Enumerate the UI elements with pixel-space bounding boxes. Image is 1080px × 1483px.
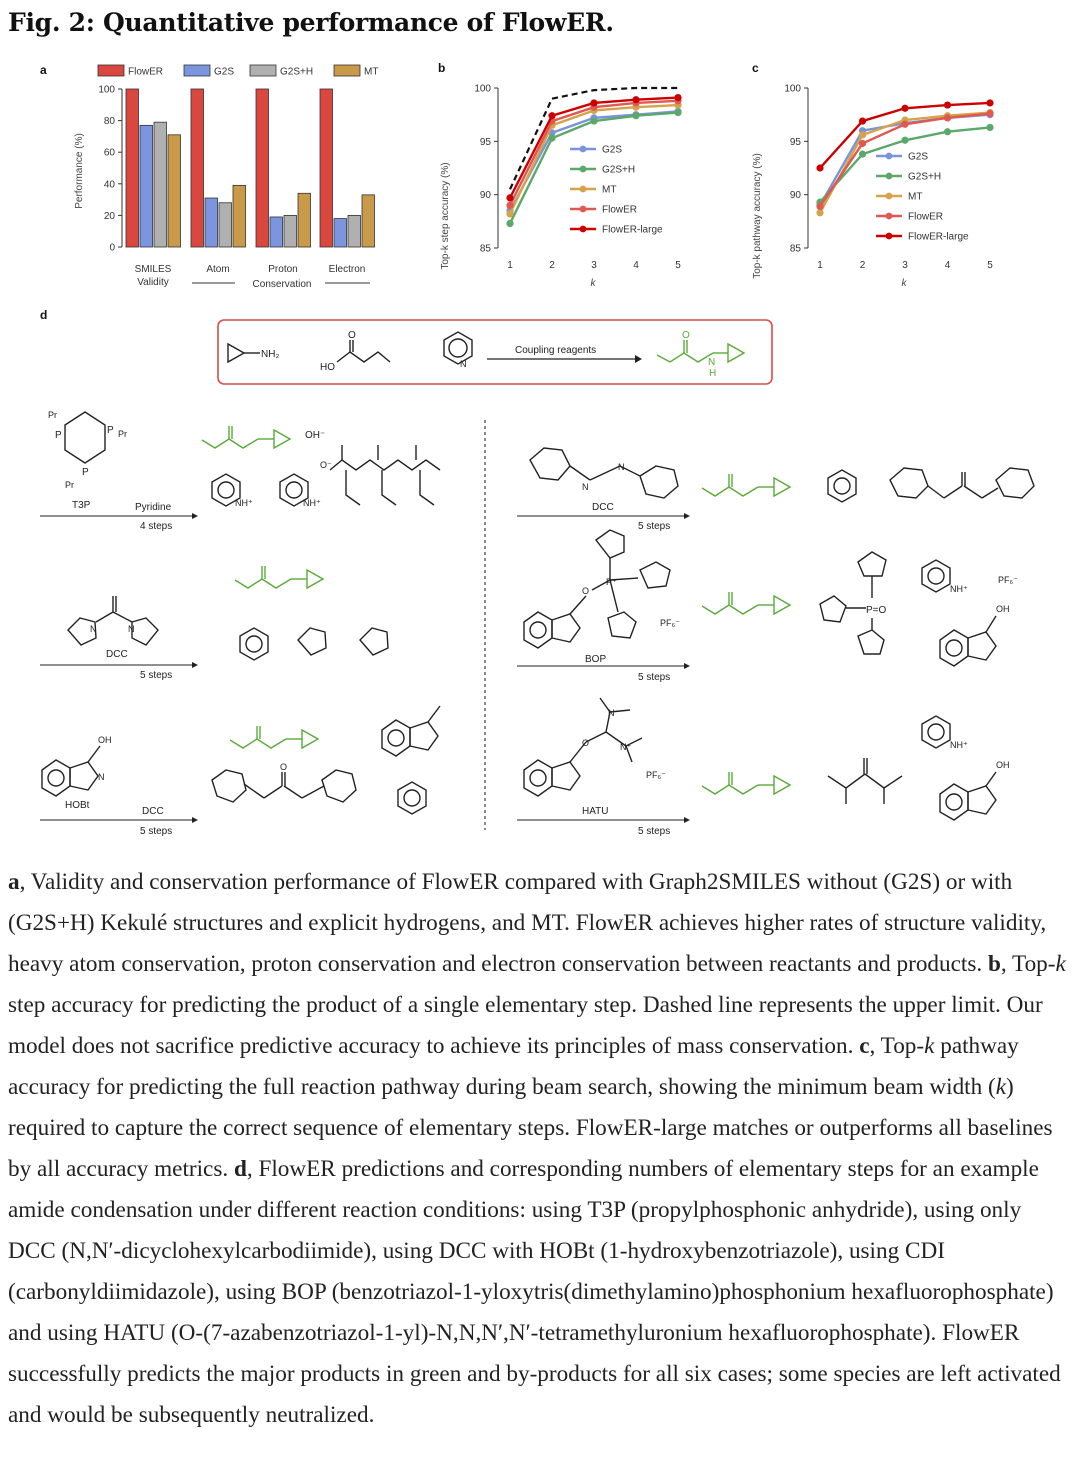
legend-label: MT (908, 191, 923, 203)
legend-label: G2S+H (908, 171, 942, 183)
case-bop (517, 530, 1018, 683)
svg-text:N: N (582, 482, 589, 492)
legend-label: FlowER (602, 204, 638, 216)
legend-label: G2S+H (280, 66, 314, 78)
y-tick-label: 90 (789, 190, 801, 202)
point-flower-large-4 (944, 101, 951, 108)
steps-label: 5 steps (140, 670, 173, 681)
x-tick-label: 2 (859, 260, 866, 271)
x-tick-label: 5 (675, 260, 681, 271)
steps-label: 5 steps (140, 826, 173, 837)
bar-g2s-2 (270, 217, 283, 247)
point-g2s-plus-h-4 (632, 112, 639, 119)
legend-label: G2S (908, 151, 929, 163)
amide-product (230, 726, 318, 748)
legend-marker (580, 186, 587, 193)
y-axis-label: Top-k step accuracy (%) (440, 162, 451, 270)
bar-flower-1 (191, 89, 204, 247)
y-tick-label: 0 (109, 242, 115, 254)
x-tick-label: 1 (507, 260, 513, 271)
bar-g2s-1 (205, 198, 218, 247)
y-tick-label: 90 (479, 190, 491, 202)
svg-text:OH: OH (996, 604, 1010, 614)
case-hobt-dcc (40, 706, 440, 837)
bar-mt-2 (298, 193, 311, 247)
svg-text:PF₆⁻: PF₆⁻ (998, 575, 1018, 585)
svg-text:N: N (128, 624, 135, 634)
cdi-structure (68, 596, 158, 645)
point-flower-large-5 (986, 99, 993, 106)
point-g2s-plus-h-1 (506, 220, 513, 227)
panel-d-reaction-scheme (30, 300, 1060, 845)
svg-text:P: P (82, 467, 89, 478)
point-flower-1 (816, 203, 823, 210)
x-tick-label: Electron (328, 264, 366, 275)
svg-text:NH₂: NH₂ (261, 349, 280, 360)
point-g2s-plus-h-2 (859, 151, 866, 158)
additive-label: DCC (142, 806, 164, 817)
svg-text:NH⁺: NH⁺ (950, 584, 968, 594)
legend-label: FlowER-large (602, 224, 663, 236)
svg-text:O: O (682, 330, 690, 341)
amide-product (702, 772, 790, 794)
y-tick-label: 95 (789, 136, 801, 148)
point-flower-large-3 (901, 105, 908, 112)
pyridine (444, 332, 472, 369)
bar-g2s-3 (334, 219, 347, 247)
legend-marker (886, 233, 893, 240)
panel-a-bar-chart (30, 56, 400, 296)
point-g2s-plus-h-2 (548, 135, 555, 142)
bar-g2s-0 (140, 125, 153, 247)
point-flower-large-2 (859, 117, 866, 124)
point-g2s-plus-h-3 (590, 117, 597, 124)
legend (876, 152, 969, 243)
svg-text:P: P (55, 430, 62, 441)
legend-swatch (184, 65, 210, 76)
legend-marker (580, 206, 587, 213)
panel-letter-a: a (40, 63, 47, 77)
conservation-group-label: Conservation (252, 279, 312, 290)
legend (570, 145, 663, 236)
figure-title: Fig. 2: Quantitative performance of FlowER. (8, 8, 614, 37)
amide-product (235, 566, 323, 588)
y-axis (98, 85, 122, 254)
x-tick-label: 4 (944, 260, 951, 271)
steps-label: 4 steps (140, 521, 173, 532)
y-tick-label: 40 (103, 179, 115, 191)
point-flower-large-1 (506, 194, 513, 201)
y-axis-label: Performance (%) (74, 133, 85, 209)
x-tick-label: Validity (137, 277, 169, 288)
point-flower-large-4 (632, 96, 639, 103)
bar-flower-3 (320, 89, 333, 247)
legend-label: MT (364, 66, 379, 78)
bar-g2s-plus-h-0 (154, 122, 167, 247)
y-axis-label: Top-k pathway accuracy (%) (752, 153, 763, 279)
amide-product (657, 330, 744, 379)
point-g2s-plus-h-3 (901, 137, 908, 144)
bar-flower-2 (256, 89, 269, 247)
reagent-label: DCC (592, 502, 614, 513)
y-tick-label: 85 (789, 243, 801, 255)
legend-label: G2S (602, 144, 623, 156)
x-axis-label: k (590, 278, 596, 289)
amide-product (202, 426, 290, 448)
svg-text:Pr: Pr (118, 429, 127, 439)
x-axis-label: k (901, 278, 907, 289)
x-tick-label: 4 (633, 260, 639, 271)
svg-text:N⁺: N⁺ (620, 742, 632, 752)
point-flower-large-1 (816, 164, 823, 171)
svg-text:O: O (348, 330, 356, 341)
svg-text:O: O (582, 738, 590, 748)
panel-c-line-chart (740, 56, 1040, 296)
bar-g2s-plus-h-1 (219, 203, 232, 247)
svg-text:N: N (90, 624, 97, 634)
legend-marker (580, 146, 587, 153)
series-lines (816, 99, 993, 216)
legend-swatch (98, 65, 124, 76)
steps-label: 5 steps (638, 826, 671, 837)
legend-label: FlowER (128, 66, 164, 78)
legend-marker (886, 173, 893, 180)
steps-label: 5 steps (638, 672, 671, 683)
legend-swatch (250, 65, 276, 76)
svg-text:OH: OH (98, 735, 112, 745)
x-tick-label: 5 (987, 260, 993, 271)
case-dcc (517, 448, 1034, 532)
y-tick-label: 80 (103, 116, 115, 128)
t3p-structure (48, 410, 127, 490)
cyclopropylamine (228, 344, 279, 362)
bars (126, 89, 375, 247)
y-tick-label: 20 (103, 210, 115, 222)
point-g2s-plus-h-4 (944, 128, 951, 135)
panel-letter-c: c (752, 61, 759, 75)
svg-text:Pr: Pr (48, 410, 57, 420)
additive-label: Pyridine (135, 502, 172, 513)
svg-text:Pr: Pr (65, 480, 74, 490)
svg-text:PF₆⁻: PF₆⁻ (646, 770, 666, 780)
legend-marker (580, 166, 587, 173)
bar-g2s-plus-h-3 (348, 215, 361, 247)
case-t3p (40, 410, 440, 532)
svg-text:NH⁺: NH⁺ (950, 740, 968, 750)
legend-swatch (334, 65, 360, 76)
svg-text:NH⁺: NH⁺ (303, 498, 321, 508)
svg-text:NH⁺: NH⁺ (235, 498, 253, 508)
x-tick-label: 3 (902, 260, 908, 271)
svg-text:PF₆⁻: PF₆⁻ (660, 618, 680, 628)
legend-marker (580, 226, 587, 233)
bar-mt-0 (168, 135, 181, 247)
y-tick-label: 60 (103, 147, 115, 159)
svg-text:P=O: P=O (866, 605, 887, 616)
reagent-label: BOP (585, 654, 607, 665)
x-tick-label: Atom (206, 264, 230, 275)
legend (98, 65, 378, 78)
reagent-label: T3P (72, 500, 91, 511)
svg-text:H: H (709, 368, 717, 379)
svg-text:P: P (107, 425, 114, 436)
legend-label: FlowER (908, 211, 944, 223)
point-flower-5 (986, 110, 993, 117)
point-mt-2 (859, 131, 866, 138)
y-tick-label: 100 (98, 84, 115, 96)
amide-product (702, 592, 790, 614)
panel-letter-d: d (40, 308, 48, 322)
x-axis-labels (135, 264, 366, 288)
amide-product (702, 474, 790, 496)
point-flower-large-5 (674, 94, 681, 101)
bar-mt-3 (362, 195, 375, 247)
y-tick-label: 95 (479, 136, 491, 148)
figure-caption: a, Validity and conservation performance of FlowER compared with Graph2SMILES without (G2S) or with (G2S+H) Kekulé structures and explicit hydrogens, and MT. FlowER achieves higher rates of structure validity, heavy atom conservation, proton conservation and electron conservation between reactants and products. b, Top-k step accuracy for predicting the product of a single elementary step. Dashed line represents the upper limit. Our model does not sacrifice predictive accuracy to achieve its principles of mass conservation. c, Top-k pathway accuracy for predicting the full reaction pathway during beam search, showing the minimum beam width (k) required to capture the correct sequence of elementary steps. FlowER-large matches or outperforms all baselines by all accuracy metrics. d, FlowER predictions and corresponding numbers of elementary steps for an example amide condensation under different reaction conditions: using T3P (propylphosphonic anhydride), using only DCC (N,N′-dicyclohexylcarbodiimide), using DCC with HOBt (1-hydroxybenzotriazole), using CDI (carbonyldiimidazole), using BOP (benzotriazol-1-yloxytris(dimethylamino)phosphonium hexafluorophosphate) and using HATU (O-(7-azabenzotriazol-1-yl)-N,N,N′,N′-tetramethyluronium hexafluorophosphate). FlowER successfully predicts the major products in green and by-products for all six cases; some species are left activated and would be subsequently neutralized. (8, 869, 1066, 1428)
svg-text:HO: HO (320, 362, 335, 373)
panel-letter-b: b (438, 61, 446, 75)
svg-text:N: N (708, 357, 716, 368)
series-lines (506, 88, 681, 227)
svg-text:OH⁻: OH⁻ (305, 430, 326, 441)
point-g2s-plus-h-5 (674, 109, 681, 116)
propanoic-acid (320, 330, 390, 373)
point-flower-4 (944, 114, 951, 121)
x-tick-label: Proton (268, 264, 298, 275)
svg-text:N: N (460, 359, 467, 369)
steps-label: 5 steps (638, 521, 671, 532)
point-flower-1 (506, 202, 513, 209)
hobt-structure (42, 735, 112, 796)
svg-text:N: N (98, 772, 105, 782)
overall-reaction-box (218, 320, 772, 384)
svg-text:OH: OH (996, 760, 1010, 770)
legend-label: FlowER-large (908, 231, 969, 243)
x-tick-label: 1 (817, 260, 823, 271)
x-tick-label: SMILES (134, 264, 172, 275)
bar-mt-1 (233, 185, 246, 247)
point-flower-2 (859, 140, 866, 147)
point-flower-large-2 (548, 112, 555, 119)
point-flower-large-3 (590, 99, 597, 106)
svg-text:O: O (280, 762, 288, 772)
legend-marker (886, 213, 893, 220)
y-tick-label: 85 (479, 243, 491, 255)
point-mt-1 (506, 210, 513, 217)
x-tick-label: 3 (591, 260, 597, 271)
series-line-g2s (820, 115, 990, 206)
panel-b-line-chart (430, 56, 720, 296)
case-hatu (517, 698, 1010, 837)
bar-g2s-plus-h-2 (284, 215, 297, 247)
point-g2s-plus-h-5 (986, 124, 993, 131)
legend-marker (886, 193, 893, 200)
legend-label: G2S (214, 66, 235, 78)
coupling-reagents-label: Coupling reagents (515, 345, 597, 356)
svg-text:N: N (618, 462, 625, 472)
svg-text:N: N (608, 708, 615, 718)
point-mt-1 (816, 209, 823, 216)
svg-text:O: O (582, 586, 590, 596)
y-tick-label: 100 (784, 83, 801, 95)
legend-label: MT (602, 184, 617, 196)
x-tick-label: 2 (549, 260, 555, 271)
legend-label: G2S+H (602, 164, 636, 176)
reagent-label: DCC (106, 649, 128, 660)
svg-text:P⁺: P⁺ (606, 577, 617, 587)
reagent-label: HATU (582, 806, 609, 817)
reagent-label: HOBt (65, 800, 90, 811)
bar-flower-0 (126, 89, 139, 247)
legend-marker (886, 153, 893, 160)
point-flower-3 (901, 121, 908, 128)
y-tick-label: 100 (474, 83, 491, 95)
case-cdi (40, 566, 388, 681)
svg-text:O⁻: O⁻ (320, 460, 332, 470)
